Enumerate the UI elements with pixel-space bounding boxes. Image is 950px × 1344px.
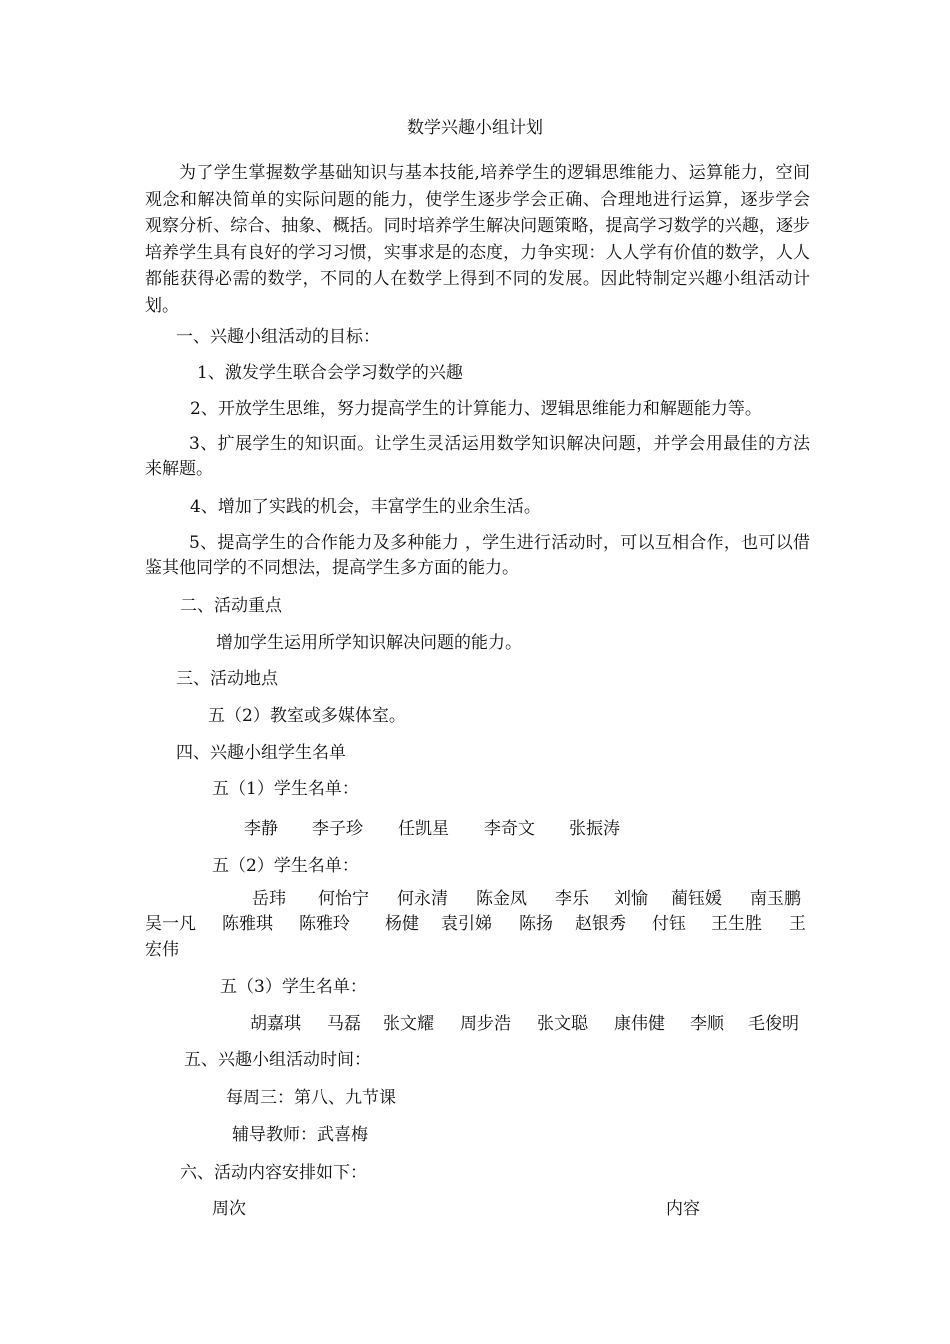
intro-paragraph: 为了学生掌握数学基础知识与基本技能,培养学生的逻辑思维能力、运算能力，空间观念和解决简单的实际问题的能力，使学生逐步学会正确、合理地进行运算，逐步学会 观察分析、综合、抽象、概括。同时培养学生解决问题策略，提高学习数学的兴趣，逐步培养学生具有良好的学习习惯，实事求是的态度，力争实现：人人学有价值的数学，人人都能获得必需的数学，不同的人在数学上得到不同的发展。因此特制定兴趣小组活动计划。 [145, 163, 810, 316]
class1-label: 五（1）学生名单： [212, 779, 359, 799]
student-name: 岳玮 [252, 889, 286, 909]
document-title: 数学兴趣小组计划 [407, 118, 543, 138]
student-name: 张文聪 [537, 1014, 588, 1034]
student-name: 付钰 [652, 914, 686, 934]
activity-time: 每周三：第八、九节课 [226, 1088, 396, 1108]
student-name: 张文耀 [383, 1014, 434, 1034]
column-header-content: 内容 [666, 1199, 700, 1219]
student-name: 杨健 [385, 914, 419, 934]
student-name: 王 [789, 914, 806, 934]
student-name: 陈金凤 [476, 889, 527, 909]
student-name: 王生胜 [711, 914, 762, 934]
goal-item-4: 4、增加了实践的机会，丰富学生的业余生活。 [190, 497, 541, 517]
goal-item-5: 5、提高学生的合作能力及多种能力 ，学生进行活动时，可以互相合作，也可以借鉴其他同学的不同想法，提高学生多方面的能力。 [145, 533, 810, 578]
student-name: 康伟健 [614, 1014, 665, 1034]
student-name: 蔺钰媛 [671, 889, 722, 909]
student-name: 马磊 [327, 1014, 361, 1034]
student-name: 吴一凡 [145, 914, 196, 934]
student-name: 任凯星 [398, 819, 449, 839]
student-name: 毛俊明 [748, 1014, 799, 1034]
student-name: 张振涛 [569, 819, 620, 839]
student-name: 宏伟 [145, 940, 179, 960]
student-name: 何怡宁 [318, 889, 369, 909]
column-header-week: 周次 [212, 1199, 246, 1219]
student-name: 李顺 [690, 1014, 724, 1034]
student-name: 陈雅琪 [222, 914, 273, 934]
goal-item-1: 1、激发学生联合会学习数学的兴趣 [197, 363, 463, 383]
section4-heading: 四、兴趣小组学生名单 [176, 743, 346, 763]
class2-label: 五（2）学生名单： [212, 856, 359, 876]
section2-heading: 二、活动重点 [180, 596, 282, 616]
student-name: 陈扬 [519, 914, 553, 934]
class3-label: 五（3）学生名单： [220, 977, 367, 997]
student-name: 胡嘉琪 [250, 1014, 301, 1034]
student-name: 周步浩 [460, 1014, 511, 1034]
teacher: 辅导教师：武喜梅 [232, 1125, 368, 1145]
student-name: 南玉鹏 [750, 889, 801, 909]
goal-item-3: 3、扩展学生的知识面。让学生灵活运用数学知识解决问题，并学会用最佳的方法来解题。 [145, 434, 810, 479]
student-name: 刘愉 [614, 889, 648, 909]
student-name: 李乐 [555, 889, 589, 909]
student-name: 陈雅玲 [299, 914, 350, 934]
section1-heading: 一、兴趣小组活动的目标： [176, 327, 380, 347]
student-name: 赵银秀 [575, 914, 626, 934]
goal-item-2: 2、开放学生思维，努力提高学生的计算能力、逻辑思维能力和解题能力等。 [190, 399, 762, 419]
section2-text: 增加学生运用所学知识解决问题的能力。 [216, 633, 522, 653]
section3-text: 五（2）教室或多媒体室。 [208, 706, 406, 726]
student-name: 袁引娣 [441, 914, 492, 934]
section6-heading: 六、活动内容安排如下： [180, 1163, 367, 1183]
student-name: 李静 [244, 819, 278, 839]
student-name: 李奇文 [484, 819, 535, 839]
student-name: 何永清 [397, 889, 448, 909]
section5-heading: 五、兴趣小组活动时间： [184, 1050, 371, 1070]
section3-heading: 三、活动地点 [176, 669, 278, 689]
student-name: 李子珍 [312, 819, 363, 839]
